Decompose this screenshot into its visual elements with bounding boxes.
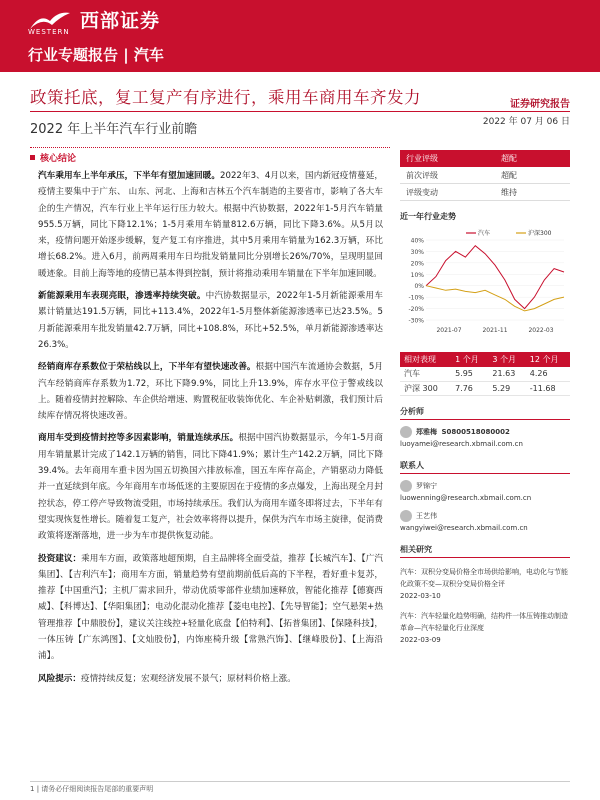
chart-title: 近一年行业走势 [400, 212, 456, 221]
related-item[interactable] [400, 610, 570, 646]
report-date: 2022 年 07 月 06 日 [482, 117, 570, 127]
y-tick-label: 10% [410, 271, 424, 279]
y-tick-label: 30% [410, 248, 424, 256]
legend-label: 汽车 [478, 230, 491, 237]
avatar [400, 426, 412, 438]
table-cell: 5.95 [451, 367, 488, 381]
paragraph [38, 168, 383, 282]
rating-row [400, 167, 570, 184]
section-label: 核心结论 [40, 154, 77, 164]
table-cell: 汽车 [400, 367, 451, 381]
table-header-row [400, 352, 570, 367]
paragraph-lead: 商用车受到疫情封控等多因素影响，销量连续承压。 [38, 433, 239, 444]
y-tick-label: -10% [408, 294, 424, 302]
table-row [400, 381, 570, 395]
contact-email[interactable]: wangyiwei@research.xbmail.com.cn [400, 523, 528, 532]
table-cell: 4.26 [526, 367, 570, 381]
title-divider [30, 111, 570, 112]
paragraph-lead: 经销商库存系数位于荣枯线以上，下半年有望快速改善。 [38, 362, 256, 373]
paragraph [38, 430, 383, 544]
related-label: 相关研究 [400, 544, 432, 554]
paragraph [38, 288, 383, 353]
table-header: 12 个月 [526, 352, 570, 367]
footer: 1 | 请务必仔细阅读报告尾部的重要声明 [30, 785, 154, 793]
table-header: 相对表现 [400, 352, 451, 367]
table-cell: 21.63 [488, 367, 525, 381]
table-cell: 7.76 [451, 381, 488, 395]
rating-value: 超配 [501, 154, 517, 163]
analyst-entry [400, 426, 570, 450]
table-header: 3 个月 [488, 352, 525, 367]
table-header: 1 个月 [451, 352, 488, 367]
related-text: 汽车：双积分变局价格全市场供给影响，电动化与节能化政策不变—双积分变局价格全评 [400, 567, 568, 588]
series-line [426, 246, 564, 309]
paragraph-lead: 投资建议： [38, 553, 82, 564]
related-text: 汽车：汽车轻量化趋势明确，结构件一体压铸推动制造革命—汽车轻量化行业深度 [400, 611, 568, 632]
table-cell: 5.29 [488, 381, 525, 395]
report-type: 行业专题报告 | 汽车 [28, 46, 164, 64]
rating-value: 超配 [501, 171, 517, 180]
paragraph [38, 671, 383, 687]
performance-table [400, 352, 570, 396]
section-header [30, 147, 390, 163]
rating-key: 前次评级 [406, 171, 438, 180]
analyst-label: 分析师 [400, 406, 424, 416]
contact-entry [400, 480, 570, 504]
y-tick-label: 20% [410, 260, 424, 268]
paragraph-lead: 风险提示： [38, 673, 81, 684]
related-item[interactable] [400, 566, 570, 602]
paragraph-text: 中汽协数据显示，2022年1-5月新能源乘用车累计销量达191.5万辆，同比+113.4%，2022年1-5月整体新能源渗透率已达23.5%。5月新能源乘用车批发销量42.7万辆，同比+108.8%，环比+52.5%，单月新能源渗透率达26.3%。 [38, 291, 383, 350]
y-tick-label: -30% [408, 317, 424, 325]
rating-row [400, 184, 570, 201]
sidebar [400, 150, 570, 646]
x-tick-label: 2021-11 [482, 327, 508, 334]
page-number: 1 [30, 785, 35, 793]
paragraph-lead: 汽车乘用车上半年承压，下半年有望加速回暖。 [38, 171, 221, 181]
paragraph-text: 根据中国汽协数据显示，今年1-5月商用车销量累计完成了142.1万辆的销售，同比下降41.9%；累计生产142.2万辆，同比下降39.4%。去年商用车重卡因为国五切换国六排放标准，国五车库存高企，产销驱动力降低并一直延续到年底。今年商用车市场低迷的主要原因在于疫情的多点爆发，上海出现全月封控状态，停工停产导致物流受阻，市场持续承压。我们认为商用车谨冬即将过去，下半年有望实现恢复性增长。随着复工复产，社会效率将得以提升，保供为汽车市场主旋律，促消费政策将逐渐落地，进一步为车市提供恢复动能。 [38, 433, 383, 542]
rating-key: 行业评级 [406, 154, 438, 163]
related-date: 2022-03-10 [400, 591, 441, 600]
brand-name: 西部证券 [80, 10, 161, 32]
trend-chart [400, 226, 570, 336]
analyst-name: 郑雅梅 [416, 427, 437, 436]
y-tick-label: 0% [414, 283, 424, 291]
paragraph-text: 乘用车方面，政策落地超预期，自主品牌将全面受益，推荐【长城汽车】、【广汽集团】、【吉利汽车】；商用车方面，销量趋势有望前期前低后高的下半程，看好重卡复苏，推荐【中国重汽】；主机厂需求回升，带动优质零部件业绩加速释放，智能化推荐【德赛西威】、【科博达】、【华阳集团】；电动化混动化推荐【菱电电控】、【先导智能】；空气悬架+热管理推荐【中鼎股份】，建议关注线控+轻量化底盘【伯特利】、【拓普集团】、【保隆科技】，一体压铸【广东鸿图】、【文灿股份】，内饰座椅升级【常熟汽饰】、【继峰股份】、【上海沿浦】。 [38, 553, 383, 662]
contact-label: 联系人 [400, 460, 424, 470]
rule-divider [400, 473, 570, 474]
paragraph [38, 551, 383, 665]
rating-row [400, 150, 570, 167]
footer-disclaimer: 请务必仔细阅读报告尾部的重要声明 [41, 785, 154, 793]
rule-divider [400, 557, 570, 558]
y-tick-label: 40% [410, 237, 424, 245]
rating-value: 维持 [501, 188, 517, 197]
avatar [400, 510, 412, 522]
analyst-cert: S0800518080002 [441, 427, 510, 436]
table-cell: -11.68 [526, 381, 570, 395]
body-text [38, 168, 383, 693]
series-line [426, 286, 564, 311]
related-date: 2022-03-09 [400, 635, 441, 644]
paragraph-text: 根据中国汽车流通协会数据，5月汽车经销商库存系数为1.72，环比下降9.9%，同比上升13.9%，库存水平位于警戒线以上。随着疫情封控解除、车企供给增速、购置税征收装饰优化、车企补贴刺激，我们预计后续库存情况将快速改善。 [38, 362, 383, 422]
x-tick-label: 2022-03 [528, 327, 554, 334]
report-badge: 证券研究报告 [510, 99, 570, 110]
legend-label: 沪深300 [528, 230, 552, 237]
footer-divider [30, 781, 570, 782]
brand-english: WESTERN [28, 28, 70, 36]
analyst-email[interactable]: luoyamei@research.xbmail.com.cn [400, 439, 523, 448]
paragraph-text: 疫情持续反复；宏观经济发展不景气；原材料价格上涨。 [80, 673, 296, 684]
table-row [400, 367, 570, 381]
avatar [400, 480, 412, 492]
paragraph [38, 359, 383, 424]
page-title: 政策托底，复工复产有序进行，乘用车商用车齐发力 [30, 88, 421, 107]
contact-entry [400, 510, 570, 534]
table-cell: 沪深 300 [400, 381, 451, 395]
contact-email[interactable]: luowenning@research.xbmail.com.cn [400, 493, 532, 502]
contact-name: 罗锦宁 [416, 481, 437, 490]
contact-name: 王艺伟 [416, 511, 437, 520]
x-tick-label: 2021-07 [436, 327, 462, 334]
page-subtitle: 2022 年上半年汽车行业前瞻 [30, 122, 198, 137]
rule-divider [400, 419, 570, 420]
top-banner [0, 0, 600, 72]
paragraph-lead: 新能源乘用车表现亮眼，渗透率持续突破。 [38, 291, 206, 302]
y-tick-label: -20% [408, 306, 424, 314]
paragraph-text: 2022年3、4月以来，国内新冠疫情蔓延，疫情主要集中于广东、 山东、河北、上海和吉林五个汽车制造的主要省市，影响了各大车企的生产情况，汽车行业上半年运行压力较大。根据中汽协数据，2022年1-5月汽车销量955.5万辆，同比下降12.1%；1-5月乘用车销量812.6万辆，同比下降3.6%。从5月以来，疫情问题开始逐步缓解，复产复工有序推进，其中5月乘用车销量为162.3万辆，环比增长68.2%。进入6月，前两周乘用车日均批发销量同比分别增长26%/70%，呈现明显回暖迹象。目前上海等地的疫情已基本得到控制，预计将推动乘用车销量在下半年加速回暖。 [38, 171, 383, 279]
bullet-icon [30, 155, 35, 160]
rating-key: 评级变动 [406, 188, 438, 197]
